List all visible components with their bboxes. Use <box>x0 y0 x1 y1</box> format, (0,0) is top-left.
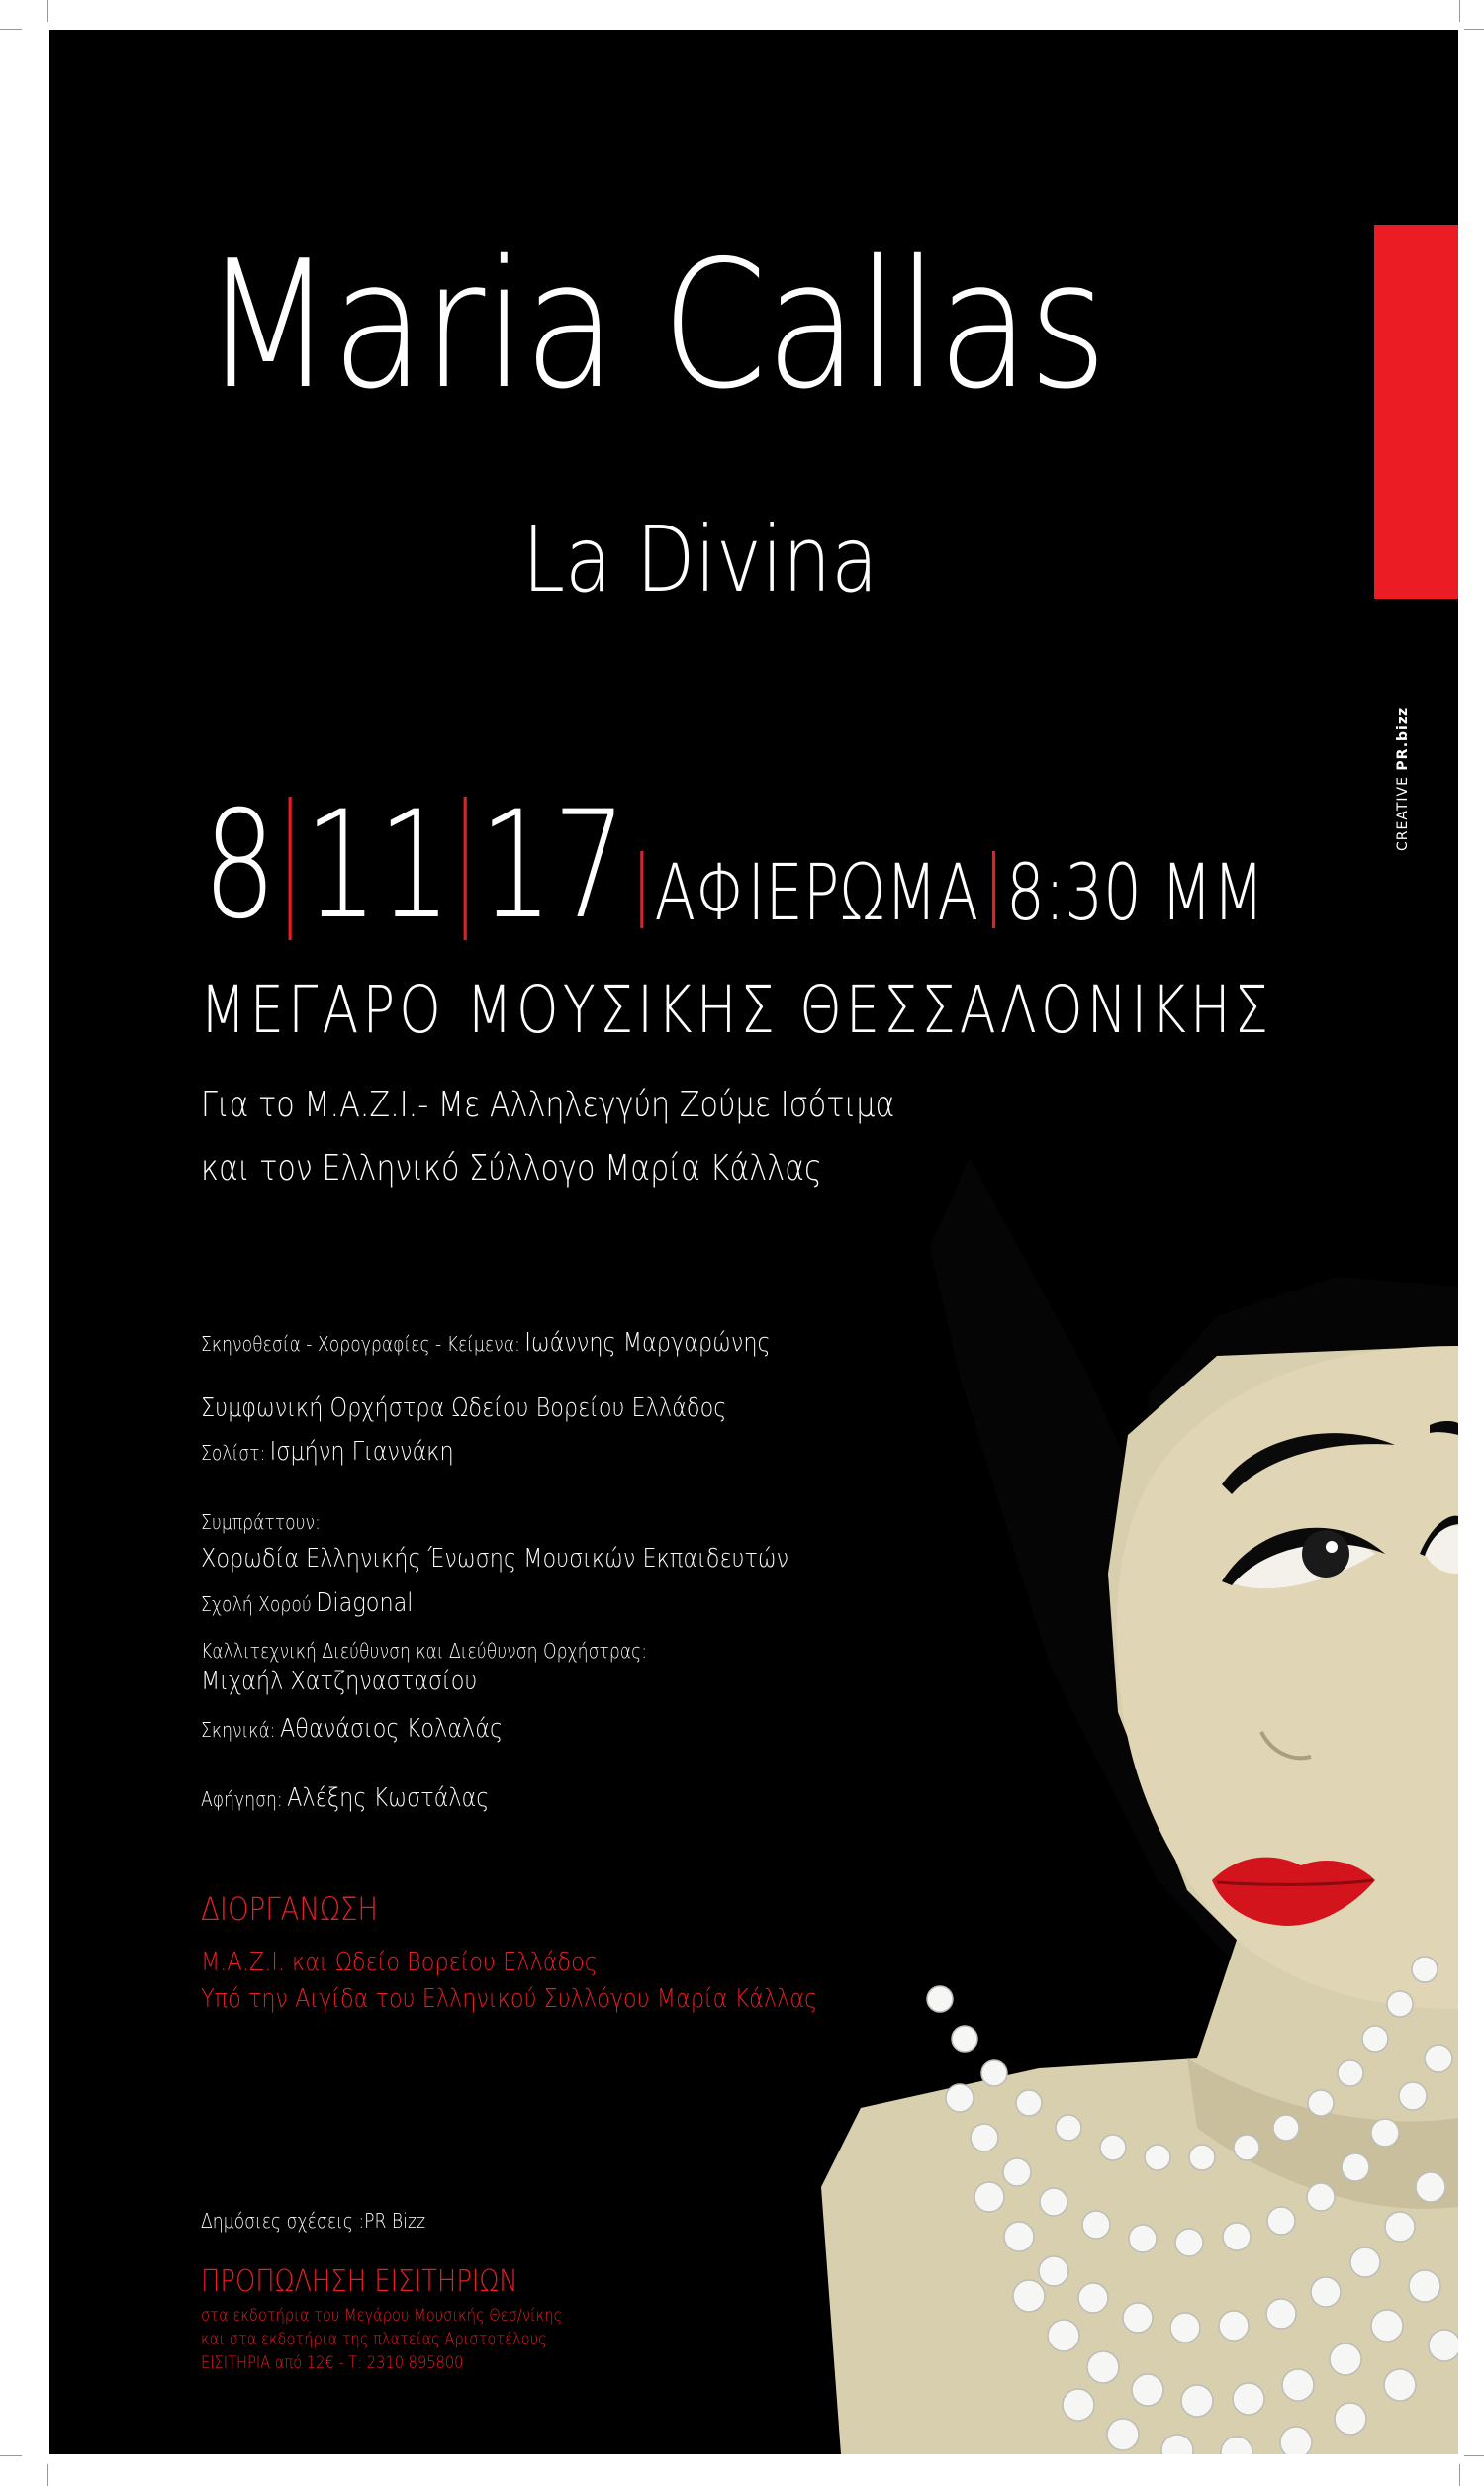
credit-name: Ισμήνη Γιαννάκη <box>269 1437 454 1467</box>
presale-line: ΕΙΣΙΤΗΡΙΑ από 12€ - Τ: 2310 895800 <box>201 2353 464 2373</box>
poster <box>49 30 1458 2454</box>
credit-narration <box>201 1783 489 1813</box>
crop-mark <box>0 2455 22 2456</box>
credit-artistic-name: Μιχαήλ Χατζηναστασίου <box>201 1667 478 1696</box>
credit-dance-school <box>201 1588 414 1618</box>
credit-label: Αφήγηση: <box>201 1787 283 1811</box>
presale-heading: ΠΡΟΠΩΛΗΣΗ ΕΙΣΙΤΗΡΙΩΝ <box>201 2264 518 2299</box>
organization-line: Μ.Α.Ζ.Ι. και Ωδείο Βορείου Ελλάδος <box>201 1948 598 1977</box>
beneficiaries <box>201 1074 894 1200</box>
credit-soloist <box>201 1437 454 1467</box>
event-date-line <box>203 780 1265 952</box>
crop-mark <box>1459 2464 1460 2486</box>
credit-participants-label: Συμπράττουν: <box>201 1510 321 1534</box>
organization-heading: ΔΙΟΡΓΑΝΩΣΗ <box>201 1890 379 1928</box>
credit-artistic-label: Καλλιτεχνική Διεύθυνση και Διεύθυνση Ορχήστρας: <box>201 1639 647 1663</box>
presale-line: και στα εκδοτήρια της πλατείας Αριστοτέλους <box>201 2330 547 2349</box>
creative-name: PR.bizz <box>1395 706 1411 771</box>
crop-mark <box>47 0 48 22</box>
date-day: 8 <box>203 780 277 952</box>
credit-name: Ιωάννης Μαργαρώνης <box>524 1328 771 1358</box>
venue: ΜΕΓΑΡΟ ΜΟΥΣΙΚΗΣ ΘΕΣΣΑΛΟΝΙΚΗΣ <box>200 972 1273 1048</box>
credit-label: Σολίστ: <box>201 1441 266 1465</box>
crop-mark <box>1464 2455 1484 2456</box>
crop-mark <box>1459 0 1460 22</box>
public-relations: Δημόσιες σχέσεις :PR Bizz <box>201 2209 426 2233</box>
crop-mark <box>0 29 22 30</box>
presale-line: στα εκδοτήρια του Μεγάρου Μουσικής Θεσ/νίκης <box>201 2306 563 2326</box>
event-type: ΑΦΙΕΡΩΜΑ <box>654 849 979 938</box>
poster-subtitle: La Divina <box>522 507 879 613</box>
credit-name: Αλέξης Κωστάλας <box>287 1783 490 1813</box>
credit-sets <box>201 1714 503 1744</box>
red-accent-bar <box>1374 225 1458 599</box>
credit-orchestra: Συμφωνική Ορχήστρα Ωδείου Βορείου Ελλάδος <box>201 1393 727 1423</box>
beneficiary-line: και τον Ελληνικό Σύλλογο Μαρία Κάλλας <box>201 1148 822 1189</box>
creative-label: CREATIVE <box>1395 776 1411 851</box>
date-month: 11 <box>304 780 452 952</box>
date-year: 17 <box>479 780 627 952</box>
poster-title: Maria Callas <box>203 223 1106 428</box>
credit-name: Diagonal <box>316 1588 414 1618</box>
credit-direction <box>201 1328 771 1358</box>
beneficiary-line: Για το Μ.Α.Ζ.Ι.- Με Αλληλεγγύη Ζούμε Ισότιμα <box>201 1085 895 1125</box>
event-time: 8:30 ΜΜ <box>1006 849 1265 938</box>
creative-credit <box>1395 707 1411 851</box>
red-separator <box>640 851 643 928</box>
crop-mark <box>47 2464 48 2486</box>
credit-name: Αθανάσιος Κολαλάς <box>279 1714 504 1744</box>
credit-choir: Χορωδία Ελληνικής Ένωσης Μουσικών Εκπαιδευτών <box>201 1544 789 1574</box>
crop-mark <box>1464 29 1484 30</box>
red-separator <box>464 797 467 940</box>
credit-label: Σκηνικά: <box>201 1718 276 1742</box>
credit-label: Σκηνοθεσία - Χορογραφίες - Κείμενα: <box>201 1332 520 1356</box>
red-separator <box>992 851 995 928</box>
red-separator <box>289 797 292 940</box>
credit-label: Σχολή Χορού <box>201 1592 312 1616</box>
organization-line: Υπό την Αιγίδα του Ελληνικού Συλλόγου Μαρία Κάλλας <box>201 1984 818 2014</box>
